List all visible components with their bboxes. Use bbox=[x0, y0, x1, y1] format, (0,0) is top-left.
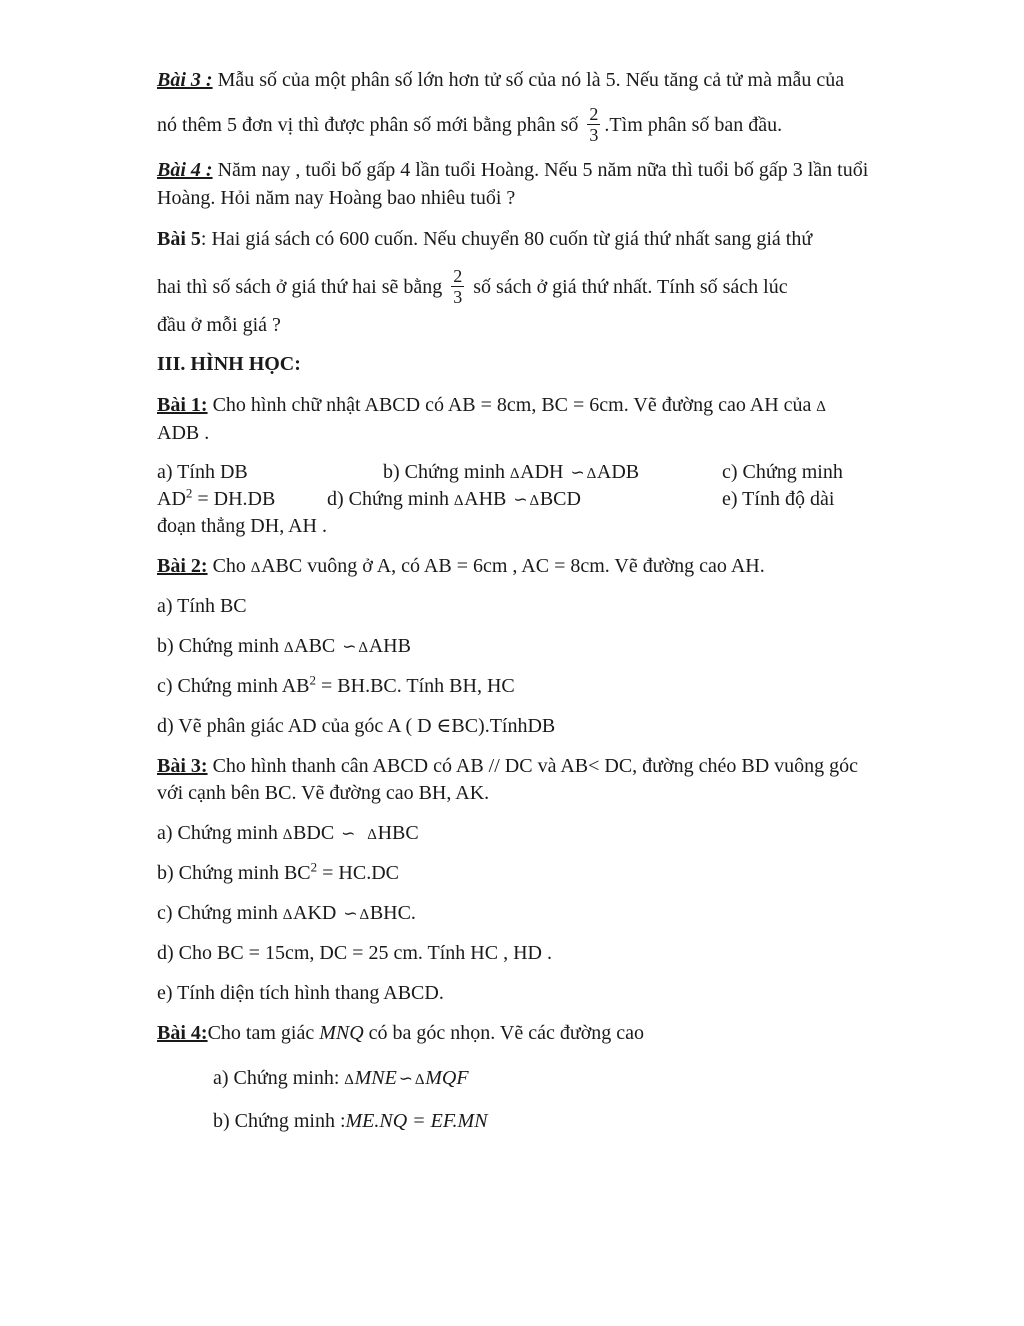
triangle-icon: ∆ bbox=[358, 640, 368, 656]
triangle-icon: ∆ bbox=[359, 907, 369, 923]
bai4-top-label: Bài 4 : bbox=[157, 159, 213, 181]
g-bai1-c-expr: $AD^2 = DH.DB$ bbox=[157, 485, 276, 510]
similar-icon: ∽ bbox=[341, 824, 356, 844]
g-bai4-b: b) Chứng minh :ME.NQ = EF.MN bbox=[213, 1110, 488, 1132]
triangle-icon: ∆ bbox=[529, 493, 539, 509]
g-bai3-line2: với cạnh bên BC. Vẽ đường cao BH, AK. bbox=[157, 782, 490, 804]
g-bai1-a: a) Tính DB bbox=[157, 461, 248, 483]
g-bai1-d: d) Chứng minh ∆AHB ∽ ∆BCD bbox=[327, 488, 581, 510]
g-bai2-label: Bài 2: bbox=[157, 555, 208, 577]
triangle-icon: ∆ bbox=[586, 466, 596, 482]
triangle-icon: ∆ bbox=[816, 399, 826, 415]
g-bai3-label: Bài 3: bbox=[157, 755, 208, 777]
section-title: III. HÌNH HỌC: bbox=[157, 353, 301, 375]
triangle-icon: ∆ bbox=[250, 560, 261, 576]
triangle-icon: ∆ bbox=[283, 640, 294, 656]
triangle-icon: ∆ bbox=[509, 466, 520, 482]
triangle-icon: ∆ bbox=[282, 907, 293, 923]
g-bai3-a: a) Chứng minh ∆BDC ∽ ∆HBC bbox=[157, 822, 419, 844]
g-bai3-d: d) Cho BC = 15cm, DC = 25 cm. Tính HC , HD . bbox=[157, 942, 552, 964]
bai3-top-label: Bài 3 : bbox=[157, 69, 213, 91]
g-bai4-a: a) Chứng minh: ∆MNE ∽ ∆MQF bbox=[213, 1067, 469, 1089]
triangle-icon: ∆ bbox=[344, 1072, 354, 1088]
similar-icon: ∽ bbox=[398, 1069, 414, 1089]
g-bai1-line2: ADB . bbox=[157, 422, 210, 444]
g-bai2-d: d) Vẽ phân giác AD của góc A ( D ∈BC).TínhDB bbox=[157, 715, 556, 737]
g-bai1-e: e) Tính độ dài bbox=[722, 488, 835, 510]
bai5-line1: Bài 5: Hai giá sách có 600 cuốn. Nếu chuyển 80 cuốn từ giá thứ nhất sang giá thứ bbox=[157, 228, 813, 250]
bai5-line2: hai thì số sách ở giá thứ hai sẽ bằng $\frac{2}{3}$ số sách ở giá thứ nhất. Tính số sách lúc bbox=[157, 266, 788, 307]
g-bai1-line1: Bài 1: Cho hình chữ nhật ABCD có AB = 8cm, BC = 6cm. Vẽ đường cao AH của ∆ bbox=[157, 394, 826, 416]
bai3-top-line2: nó thêm 5 đơn vị thì được phân số mới bằng phân số $\frac{2}{3}$ .Tìm phân số ban đầu. bbox=[157, 104, 783, 145]
g-bai1-last: đoạn thẳng DH, AH . bbox=[157, 515, 327, 537]
triangle-icon: ∆ bbox=[367, 827, 377, 843]
similar-icon: ∽ bbox=[342, 637, 357, 657]
triangle-icon: ∆ bbox=[415, 1072, 425, 1088]
g-bai1-c: c) Chứng minh bbox=[722, 461, 843, 483]
fraction-2-3: $\frac{2}{3}$ bbox=[589, 104, 599, 145]
g-bai4-label: Bài 4: bbox=[157, 1022, 208, 1044]
g-bai4-line1: Bài 4:Cho tam giác MNQ có ba góc nhọn. Vẽ các đường cao bbox=[157, 1022, 645, 1044]
bai5-line3: đầu ở mỗi giá ? bbox=[157, 314, 281, 336]
g-bai3-b: b) Chứng minh $BC^2 = HC.DC$ bbox=[157, 859, 399, 884]
bai5-label: Bài 5 bbox=[157, 228, 201, 250]
similar-icon: ∽ bbox=[513, 490, 528, 510]
g-bai3-e: e) Tính diện tích hình thang ABCD. bbox=[157, 982, 444, 1004]
bai4-top-line1: Bài 4 : Năm nay , tuổi bố gấp 4 lần tuổi Hoàng. Nếu 5 năm nữa thì tuổi bố gấp 3 lần tuổi bbox=[157, 159, 869, 181]
g-bai3-line1: Bài 3: Cho hình thanh cân ABCD có AB // DC và AB< DC, đường chéo BD vuông góc bbox=[157, 755, 859, 777]
triangle-icon: ∆ bbox=[282, 827, 293, 843]
triangle-icon: ∆ bbox=[453, 493, 464, 509]
g-bai2-line1: Bài 2: Cho ∆ABC vuông ở A, có AB = 6cm , AC = 8cm. Vẽ đường cao AH. bbox=[157, 555, 765, 577]
similar-icon: ∽ bbox=[570, 463, 585, 483]
g-bai2-c: c) Chứng minh $AB^2 = BH.BC$. Tính BH, HC bbox=[157, 672, 515, 697]
g-bai2-a: a) Tính BC bbox=[157, 595, 247, 617]
bai4-top-line2: Hoàng. Hỏi năm nay Hoàng bao nhiêu tuổi ? bbox=[157, 187, 516, 209]
bai3-top-line1: Bài 3 : Mẫu số của một phân số lớn hơn tử số của nó là 5. Nếu tăng cả tử mà mẫu của bbox=[157, 69, 845, 91]
g-bai1-label: Bài 1: bbox=[157, 394, 208, 416]
g-bai1-b: b) Chứng minh ∆ADH ∽ ∆ADB bbox=[383, 461, 640, 483]
g-bai2-b: b) Chứng minh ∆ABC ∽ ∆AHB bbox=[157, 635, 411, 657]
fraction-2-3: $\frac{2}{3}$ bbox=[453, 266, 463, 307]
similar-icon: ∽ bbox=[343, 904, 358, 924]
g-bai3-c: c) Chứng minh ∆AKD ∽ ∆BHC. bbox=[157, 902, 416, 924]
